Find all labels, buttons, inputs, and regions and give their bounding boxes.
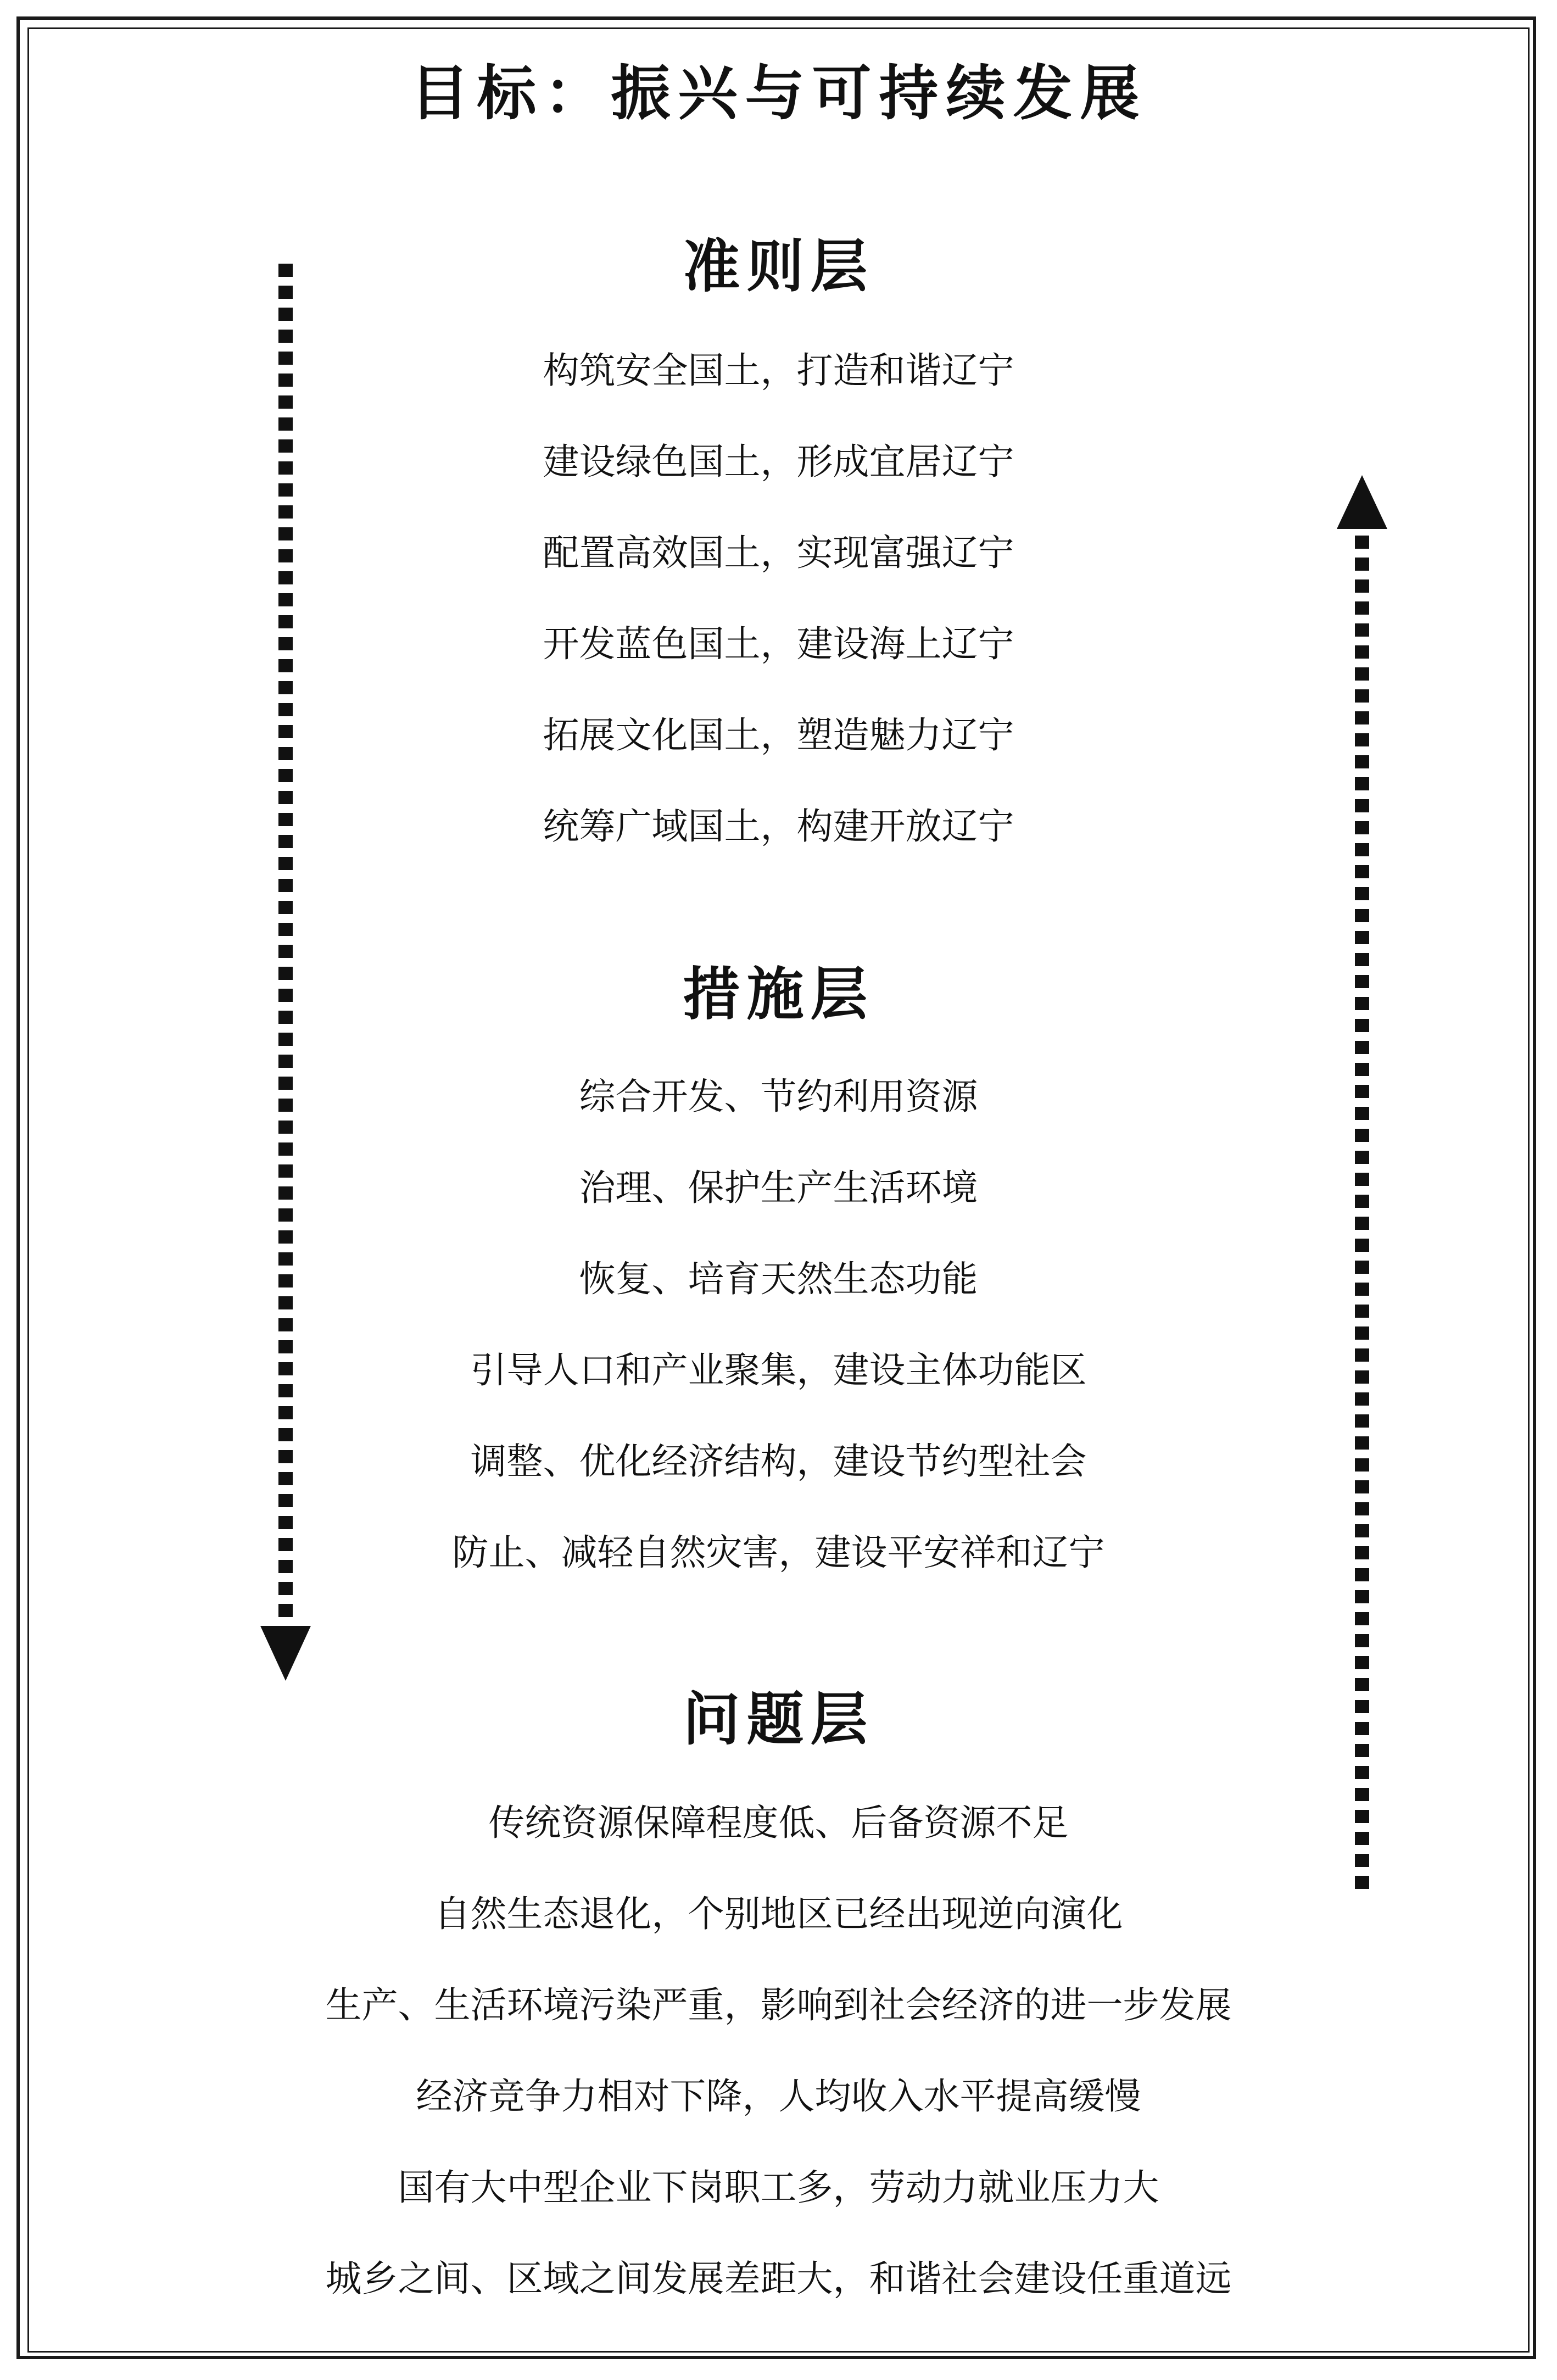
measures-item: 恢复、培育天然生态功能 <box>579 1258 978 1300</box>
criteria-item: 拓展文化国土，塑造魅力辽宁 <box>543 714 1014 756</box>
criteria-item: 构筑安全国土，打造和谐辽宁 <box>543 349 1014 392</box>
problems-item: 经济竞争力相对下降，人均收入水平提高缓慢 <box>416 2075 1141 2117</box>
problems-item: 城乡之间、区域之间发展差距大，和谐社会建设任重道远 <box>325 2258 1232 2300</box>
diagram-title: 目标：振兴与可持续发展 <box>410 59 1147 128</box>
problems-item: 传统资源保障程度低、后备资源不足 <box>488 1802 1069 1844</box>
criteria-item: 建设绿色国土，形成宜居辽宁 <box>543 441 1014 483</box>
problems-item: 国有大中型企业下岗职工多，劳动力就业压力大 <box>398 2166 1159 2209</box>
measures-item: 调整、优化经济结构，建设节约型社会 <box>470 1440 1087 1482</box>
criteria-item: 统筹广域国土，构建开放辽宁 <box>543 805 1014 848</box>
up-arrow-icon <box>1335 475 1389 1895</box>
measures-item: 综合开发、节约利用资源 <box>579 1075 978 1118</box>
problems-layer-title: 问题层 <box>683 1685 874 1753</box>
problems-item: 自然生态退化，个别地区已经出现逆向演化 <box>434 1893 1123 1935</box>
criteria-item: 配置高效国土，实现富强辽宁 <box>543 532 1014 574</box>
down-arrow-icon <box>258 258 313 1686</box>
measures-layer-title: 措施层 <box>683 960 874 1028</box>
measures-item: 防止、减轻自然灾害，建设平安祥和辽宁 <box>452 1531 1105 1574</box>
criteria-item: 开发蓝色国土，建设海上辽宁 <box>543 623 1014 665</box>
measures-item: 治理、保护生产生活环境 <box>579 1167 978 1209</box>
problems-item: 生产、生活环境污染严重，影响到社会经济的进一步发展 <box>325 1984 1232 2026</box>
criteria-layer-title: 准则层 <box>683 232 874 300</box>
measures-item: 引导人口和产业聚集，建设主体功能区 <box>470 1349 1087 1391</box>
